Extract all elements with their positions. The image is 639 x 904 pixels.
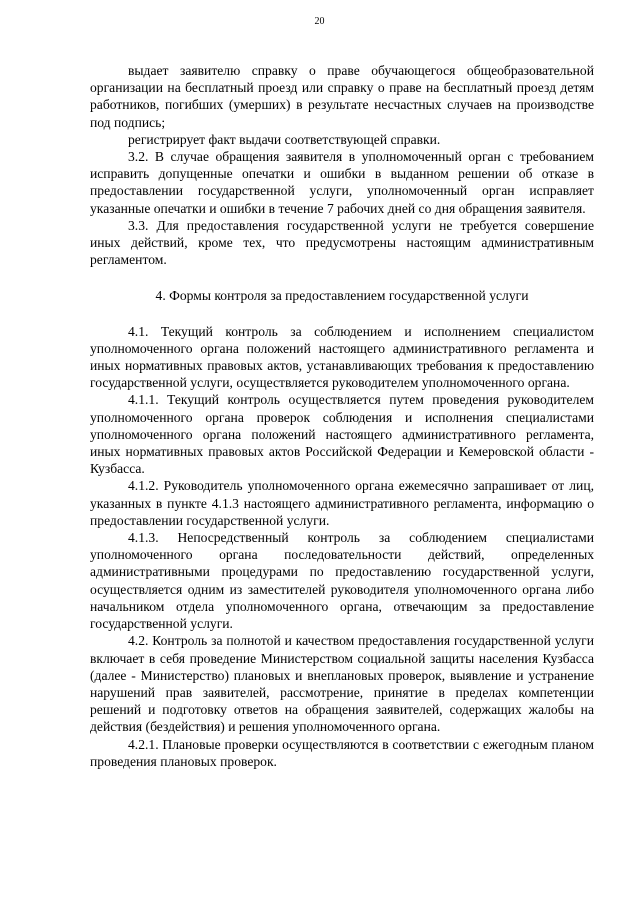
paragraph-4-2: 4.2. Контроль за полнотой и качеством предоставления государственной услуги включает в себя проведение Министерством социальной защиты населения Кузбасса (далее - Министерство) плановых и внеплановых проверок, выявление и устранение нарушений прав заявителей, рассмотрение, принятие в пределах компетенции решений и подготовку ответов на обращения заявителей, содержащих жалобы на действия (бездействия) и решения уполномоченного органа.: [90, 633, 594, 735]
paragraph-3-3: 3.3. Для предоставления государственной услуги не требуется совершение иных действий, кроме тех, что предусмотрены настоящим административным регламентом.: [90, 217, 594, 268]
page-number: 20: [314, 16, 325, 27]
paragraph-4-1-1: 4.1.1. Текущий контроль осуществляется путем проведения руководителем уполномоченного органа проверок соблюдения и исполнения специалистами уполномоченного органа положений настоящего административного регламента, иных нормативных правовых актов Российской Федерации и Кемеровской области - Кузбасса.: [90, 392, 594, 477]
paragraph-4-1: 4.1. Текущий контроль за соблюдением и исполнением специалистом уполномоченного органа положений настоящего административного регламента и иных нормативных правовых актов, устанавливающих требования к предоставлению государственной услуги, осуществляется руководителем уполномоченного органа.: [90, 323, 594, 391]
paragraph-issue-certificate: выдает заявителю справку о праве обучающегося общеобразовательной организации на бесплатный проезд или справку о праве на бесплатный проезд детям работников, погибших (умерших) в результате несчастных случаев на производстве под подпись;: [90, 63, 594, 130]
document-body: [90, 62, 594, 770]
paragraph-register-issue: регистрирует факт выдачи соответствующей справки.: [128, 131, 441, 147]
paragraph-4-2-1: 4.2.1. Плановые проверки осуществляются в соответствии с ежегодным планом проведения плановых проверок.: [90, 736, 594, 769]
paragraph-4-1-2: 4.1.2. Руководитель уполномоченного органа ежемесячно запрашивает от лиц, указанных в пункте 4.1.3 настоящего административного регламента, информацию о предоставлении государственной услуги.: [90, 478, 594, 528]
paragraph-4-1-3: 4.1.3. Непосредственный контроль за соблюдением специалистами уполномоченного органа последовательности действий, определенных административными процедурами по предоставлению государственной услуги, осуществляется одним из заместителей руководителя уполномоченного органа либо начальником отдела уполномоченного органа, отвечающим за предоставление государственной услуги.: [90, 530, 594, 632]
paragraph-3-2: 3.2. В случае обращения заявителя в уполномоченный орган с требованием исправить допущенные опечатки и ошибки в выданном решении об отказе в предоставлении государственной услуги, уполномоченный орган исправляет указанные опечатки и ошибки в течение 7 рабочих дней со дня обращения заявителя.: [90, 149, 594, 216]
section-heading: 4. Формы контроля за предоставлением государственной услуги: [155, 288, 529, 304]
